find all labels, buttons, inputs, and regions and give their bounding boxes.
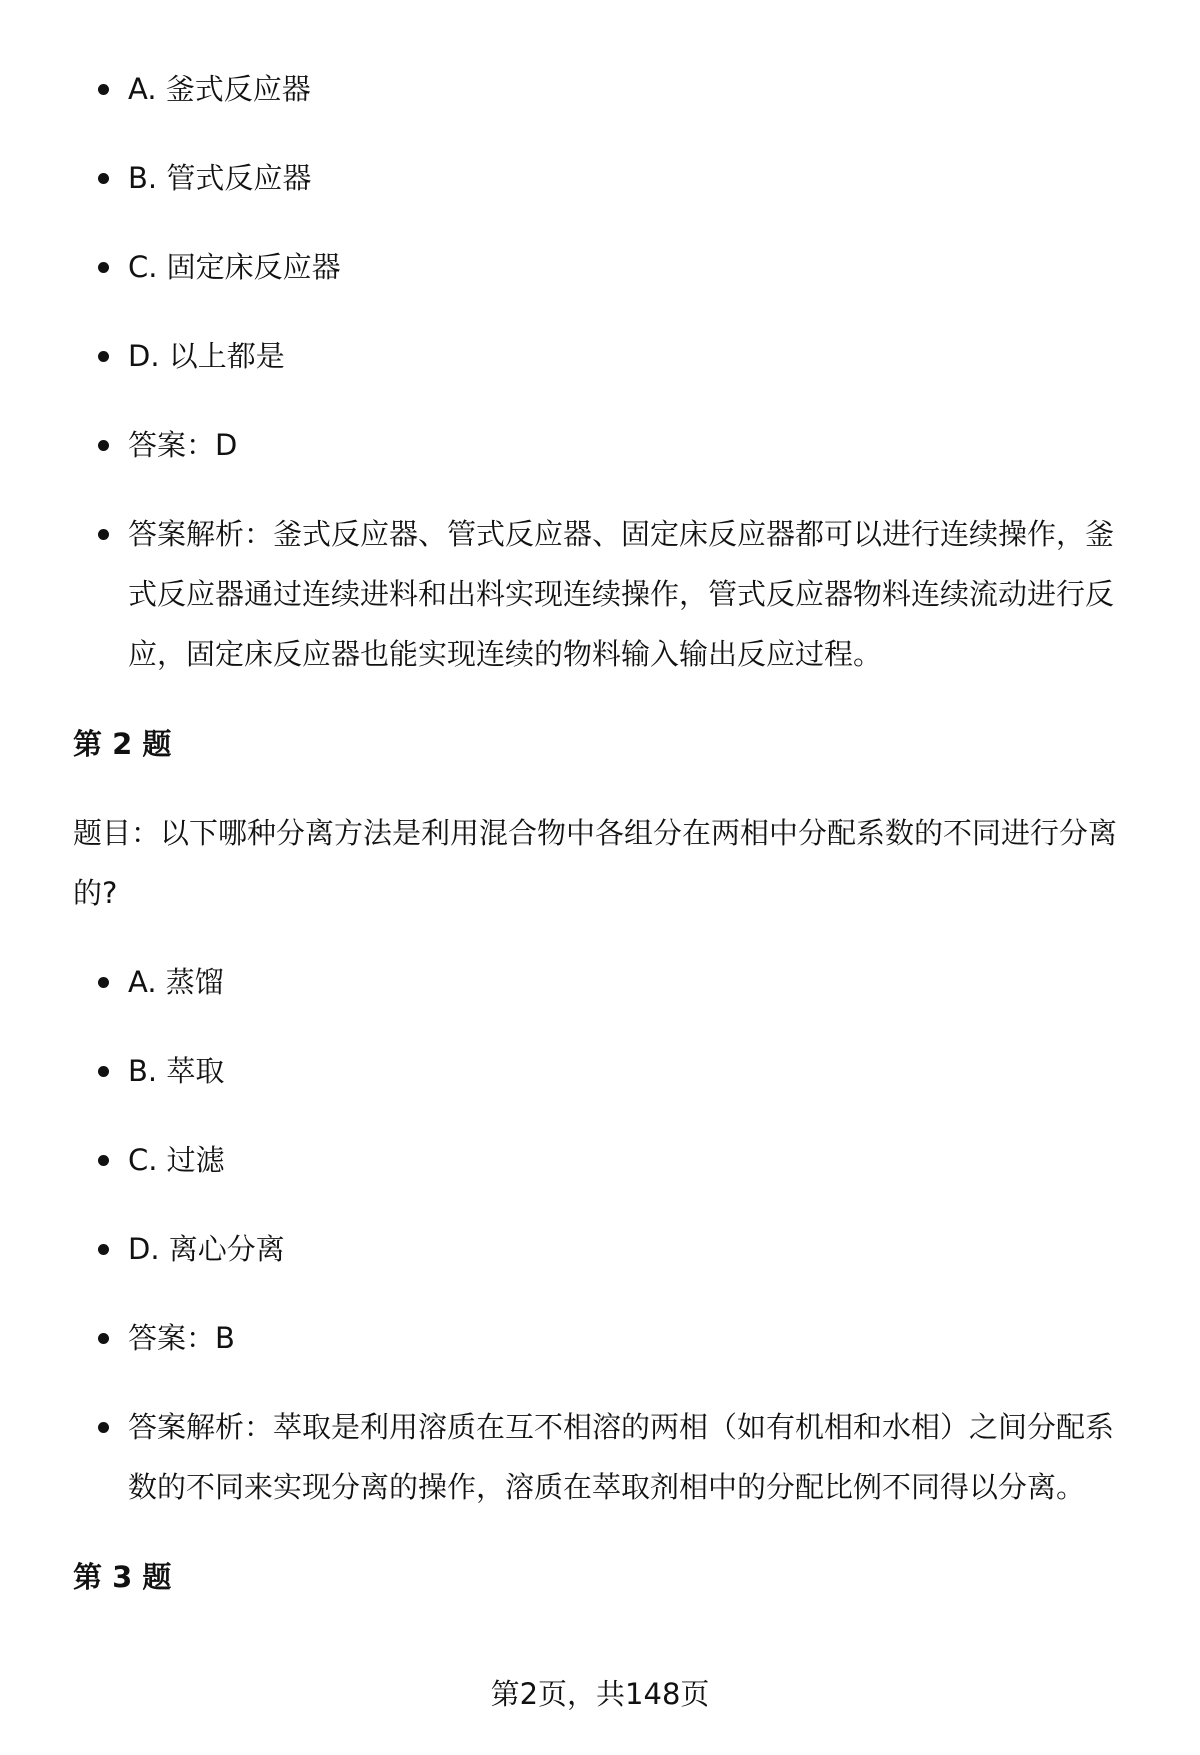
question-2-answer: [0, 1308, 1138, 1368]
analysis-text: 答案解析：釜式反应器、管式反应器、固定床反应器都可以进行连续操作，釜式反应器通过连续进料和出料实现连续操作，管式反应器物料连续流动进行反应，固定床反应器也能实现连续的物料输入输出反应过程。: [128, 517, 1115, 671]
bullet-icon: [98, 351, 109, 362]
question-3-title: 第 3 题: [73, 1560, 172, 1594]
page-number: 第2页，共148页: [490, 1677, 710, 1711]
question-1-option-a: [0, 59, 1138, 119]
bullet-icon: [98, 173, 109, 184]
question-1-list: [0, 59, 1200, 684]
option-text: D. 离心分离: [128, 1232, 285, 1266]
option-text: A. 釜式反应器: [128, 72, 311, 106]
option-text: A. 蒸馏: [128, 965, 224, 999]
question-1-option-d: [0, 326, 1138, 386]
bullet-icon: [98, 1422, 109, 1433]
question-1-option-c: [0, 237, 1138, 297]
bullet-icon: [98, 1333, 109, 1344]
question-2-block: [0, 952, 1200, 1517]
question-1-answer: [0, 415, 1138, 475]
option-text: B. 管式反应器: [128, 161, 312, 195]
analysis-text: 答案解析：萃取是利用溶质在互不相溶的两相（如有机相和水相）之间分配系数的不同来实现分离的操作，溶质在萃取剂相中的分配比例不同得以分离。: [128, 1410, 1115, 1504]
option-text: C. 过滤: [128, 1143, 225, 1177]
bullet-icon: [98, 1244, 109, 1255]
bullet-icon: [98, 977, 109, 988]
answer-text: 答案：B: [128, 1321, 235, 1355]
question-2-option-a: [0, 952, 1138, 1012]
bullet-icon: [98, 262, 109, 273]
option-text: D. 以上都是: [128, 339, 285, 373]
question-2-option-c: [0, 1130, 1138, 1190]
question-2-stem: 题目：以下哪种分离方法是利用混合物中各组分在两相中分配系数的不同进行分离的?: [73, 816, 1118, 910]
question-2-analysis: [0, 1397, 1138, 1517]
question-2-title: 第 2 题: [73, 727, 172, 761]
option-text: C. 固定床反应器: [128, 250, 341, 284]
question-2-option-d: [0, 1219, 1138, 1279]
bullet-icon: [98, 1155, 109, 1166]
bullet-icon: [98, 84, 109, 95]
question-2-list: [0, 952, 1200, 1517]
bullet-icon: [98, 440, 109, 451]
option-text: B. 萃取: [128, 1054, 225, 1088]
question-1-analysis: [0, 504, 1138, 684]
answer-text: 答案：D: [128, 428, 238, 462]
question-2-option-b: [0, 1041, 1138, 1101]
bullet-icon: [98, 1066, 109, 1077]
bullet-icon: [98, 529, 109, 540]
question-1-block: [0, 59, 1200, 684]
question-1-option-b: [0, 148, 1138, 208]
